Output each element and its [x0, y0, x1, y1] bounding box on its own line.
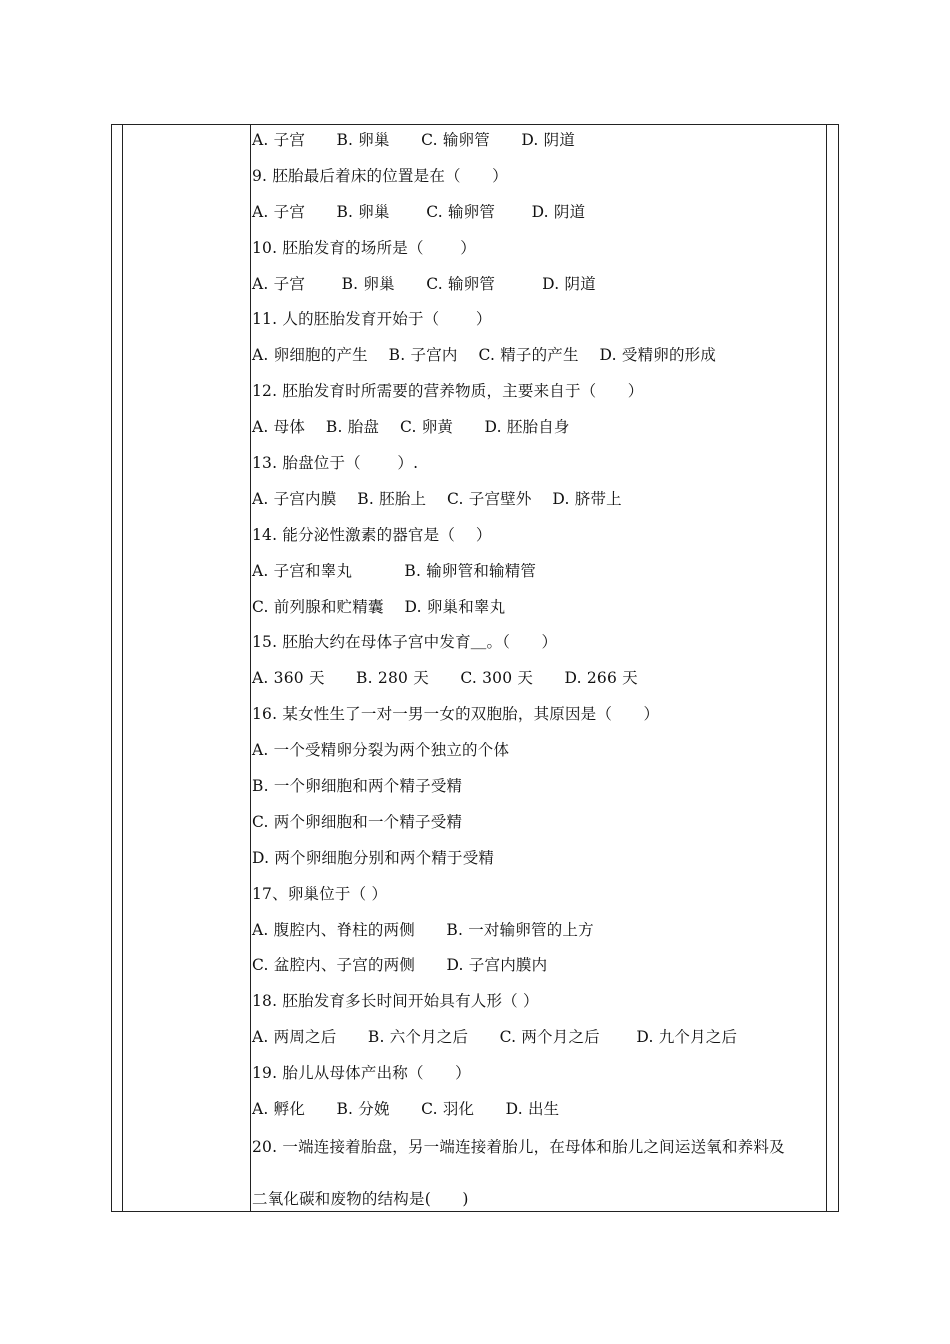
- options-q9: A. 子宫 B. 卵巢 C. 输卵管 D. 阴道: [252, 202, 586, 221]
- question-18: 18. 胚胎发育多长时间开始具有人形（ ）: [252, 992, 539, 1011]
- options-q14-cd: C. 前列腺和贮精囊 D. 卵巢和睾丸: [252, 597, 506, 616]
- options-q8: A. 子宫 B. 卵巢 C. 输卵管 D. 阴道: [252, 131, 576, 149]
- option-q16-c: C. 两个卵细胞和一个精子受精: [252, 812, 463, 831]
- question-14: 14. 能分泌性激素的器官是（ ）: [252, 525, 492, 544]
- question-9: 9. 胚胎最后着床的位置是在（ ）: [252, 166, 508, 185]
- question-13: 13. 胎盘位于（ ）.: [252, 454, 419, 473]
- options-q19: A. 孵化 B. 分娩 C. 羽化 D. 出生: [252, 1100, 560, 1119]
- option-q16-d: D. 两个卵细胞分别和两个精于受精: [252, 848, 495, 867]
- question-11: 11. 人的胚胎发育开始于（ ）: [252, 310, 492, 329]
- option-q16-a: A. 一个受精卵分裂为两个独立的个体: [252, 741, 510, 760]
- options-q14-ab: A. 子宫和睾丸 B. 输卵管和输精管: [252, 561, 537, 580]
- question-15: 15. 胚胎大约在母体子宫中发育＿。（ ）: [252, 633, 558, 652]
- options-q12: A. 母体 B. 胎盘 C. 卵黄 D. 胚胎自身: [252, 418, 570, 437]
- options-q17-ab: A. 腹腔内、脊柱的两侧 B. 一对输卵管的上方: [252, 920, 594, 939]
- options-q10: A. 子宫 B. 卵巢 C. 输卵管 D. 阴道: [252, 274, 596, 293]
- question-16: 16. 某女性生了一对一男一女的双胞胎，其原因是（ ）: [252, 705, 660, 724]
- table-inner-left-border: [122, 124, 123, 1212]
- options-q11: A. 卵细胞的产生 B. 子宫内 C. 精子的产生 D. 受精卵的形成: [252, 346, 717, 365]
- question-12: 12. 胚胎发育时所需要的营养物质，主要来自于（ ）: [252, 382, 644, 401]
- options-q15: A. 360 天 B. 280 天 C. 300 天 D. 266 天: [252, 669, 638, 688]
- question-20-line-2: 二氧化碳和废物的结构是( ): [252, 1189, 469, 1208]
- options-q13: A. 子宫内膜 B. 胚胎上 C. 子宫壁外 D. 脐带上: [252, 489, 622, 508]
- table-column-divider: [250, 124, 251, 1212]
- question-17: 17、卵巢位于（ ）: [252, 884, 388, 903]
- table-inner-right-border: [826, 124, 827, 1212]
- options-q17-cd: C. 盆腔内、子宫的两侧 D. 子宫内膜内: [252, 956, 548, 975]
- question-10: 10. 胚胎发育的场所是（ ）: [252, 238, 476, 257]
- option-q16-b: B. 一个卵细胞和两个精子受精: [252, 777, 463, 796]
- options-q18: A. 两周之后 B. 六个月之后 C. 两个月之后 D. 九个月之后: [252, 1028, 738, 1047]
- question-column: [252, 124, 826, 1225]
- question-20-line-1: 20. 一端连接着胎盘，另一端连接着胎儿，在母体和胎儿之间运送氧和养料及: [252, 1137, 785, 1156]
- question-19: 19. 胎儿从母体产出称（ ）: [252, 1064, 471, 1083]
